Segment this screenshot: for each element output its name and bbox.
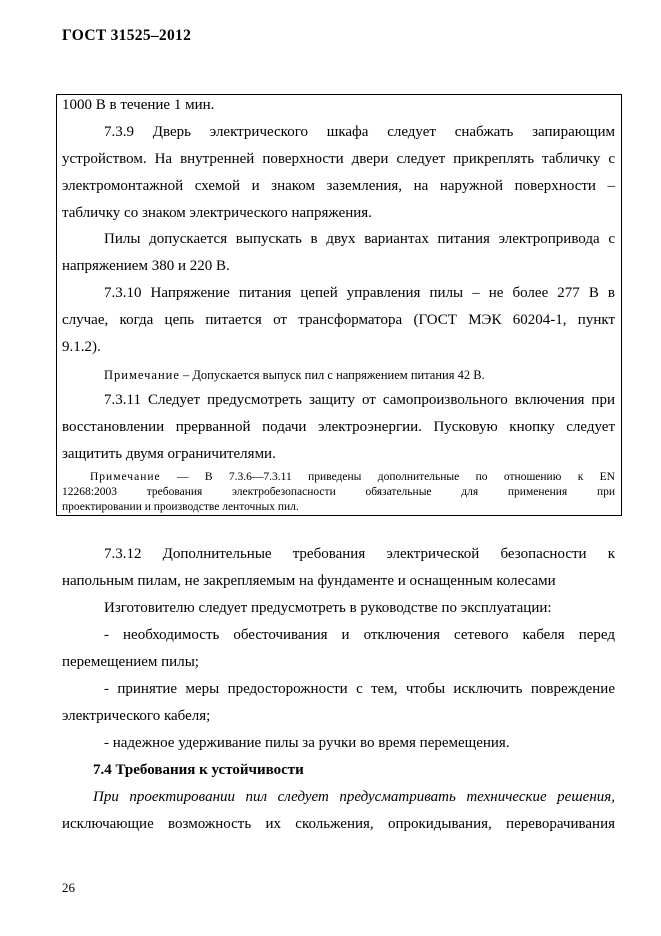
box-line-7: напряжением 380 и 220 В. — [62, 258, 230, 274]
box-line-9: случае, когда цепь питается от трансформатора (ГОСТ МЭК 60204-1, пункт — [62, 312, 615, 328]
box-line-2: 7.3.9 Дверь электрического шкафа следует снабжать запирающим — [104, 124, 615, 140]
box-line-4: электромонтажной схемой и знаком заземления, на наружной поверхности – — [62, 178, 615, 194]
body-line-7: электрического кабеля; — [62, 708, 211, 724]
body-italic-line: При проектировании пил следует предусматривать технические решения, — [93, 789, 615, 805]
note-2-line-2: 12268:2003 требования электробезопасности обязательные для применения при — [62, 486, 615, 498]
box-line-12: восстановлении прерванной подачи электроэнергии. Пусковую кнопку следует — [62, 419, 615, 435]
body-line-1: 7.3.12 Дополнительные требования электрической безопасности к — [104, 546, 615, 562]
note-1-label: Примечание — [104, 368, 180, 382]
body-last-line: исключающие возможность их скольжения, опрокидывания, переворачивания — [62, 816, 615, 832]
section-heading: 7.4 Требования к устойчивости — [93, 762, 304, 778]
body-line-2: напольным пилам, не закрепляемым на фундаменте и оснащенным колесами — [62, 573, 556, 589]
note-1 — [104, 366, 485, 384]
box-line-5: табличку со знаком электрического напряжения. — [62, 205, 372, 221]
box-line-1: 1000 В в течение 1 мин. — [62, 97, 215, 113]
body-line-5: перемещением пилы; — [62, 654, 199, 670]
box-line-10: 9.1.2). — [62, 339, 101, 355]
note-2-line-1 — [90, 470, 615, 484]
note-2-line-1-text: — В 7.3.6—7.3.11 приведены дополнительные по отношению к EN — [160, 471, 615, 483]
note-1-text: – Допускается выпуск пил с напряжением питания 42 В. — [179, 368, 485, 382]
body-line-8: - надежное удерживание пилы за ручки во время перемещения. — [104, 735, 510, 751]
body-line-4: - необходимость обесточивания и отключения сетевого кабеля перед — [104, 627, 615, 643]
body-line-3: Изготовителю следует предусмотреть в руководстве по эксплуатации: — [104, 600, 552, 616]
box-line-11: 7.3.11 Следует предусмотреть защиту от самопроизвольного включения при — [104, 392, 615, 408]
box-line-3: устройством. На внутренней поверхности двери следует прикреплять табличку с — [62, 151, 615, 167]
box-line-8: 7.3.10 Напряжение питания цепей управления пилы – не более 277 В в — [104, 285, 615, 301]
note-2-line-3: проектировании и производстве ленточных пил. — [62, 501, 299, 513]
page-number: 26 — [62, 880, 75, 895]
box-line-13: защитить двумя ограничителями. — [62, 446, 276, 462]
body-line-6: - принятие меры предосторожности с тем, чтобы исключить повреждение — [104, 681, 615, 697]
box-line-6: Пилы допускается выпускать в двух вариантах питания электропривода с — [104, 231, 615, 247]
document-header: ГОСТ 31525–2012 — [62, 27, 192, 44]
note-2-label: Примечание — [90, 471, 161, 483]
